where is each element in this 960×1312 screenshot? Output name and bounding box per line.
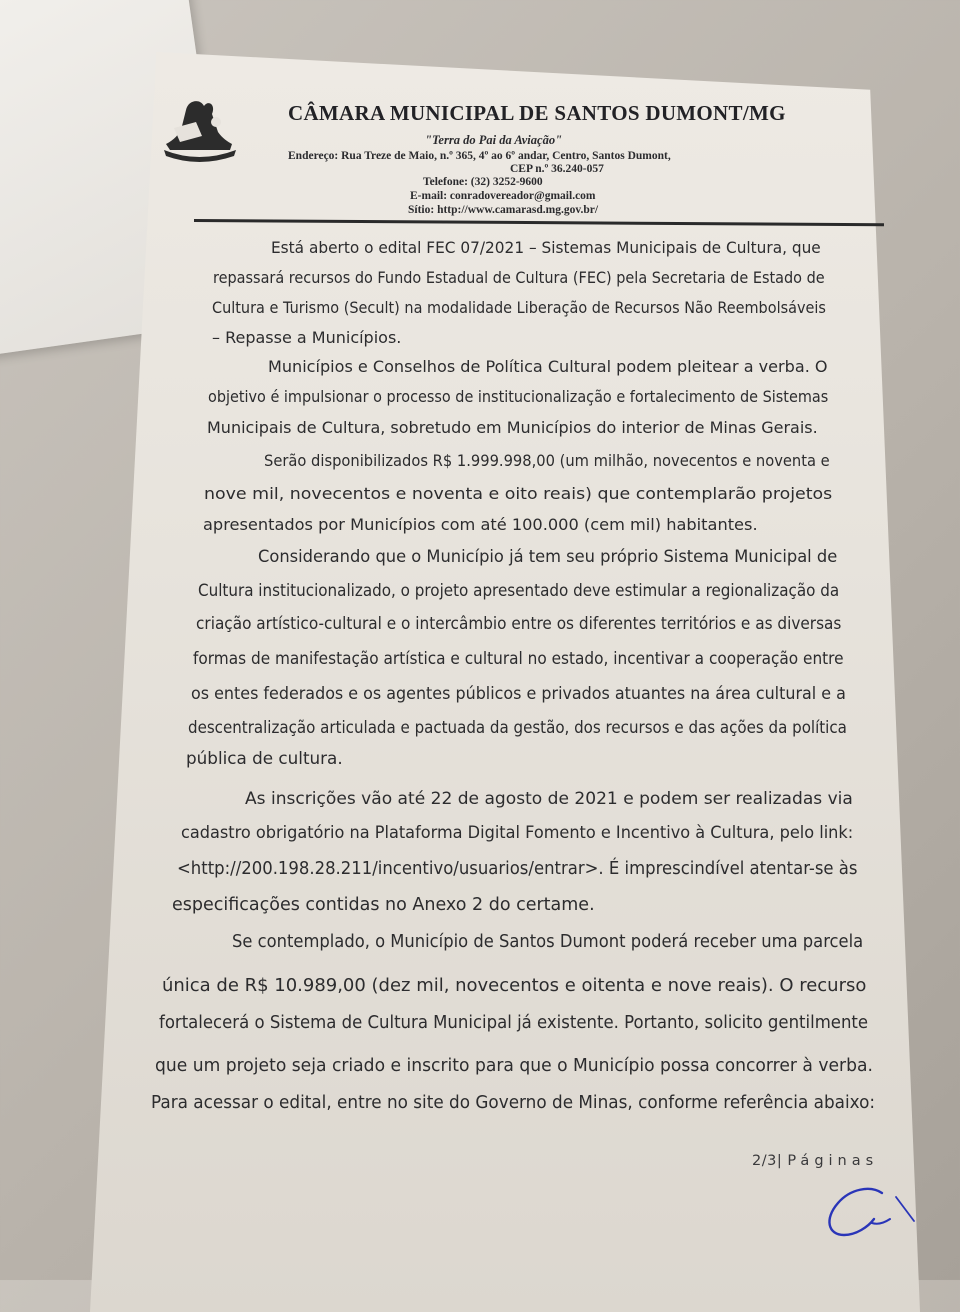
- body-line: que um projeto seja criado e inscrito para que o Município possa concorrer à verba.: [155, 1055, 873, 1077]
- body-line: descentralização articulada e pactuada da gestão, dos recursos e das ações da política: [188, 716, 847, 737]
- body-line: apresentados por Municípios com até 100.000 (cem mil) habitantes.: [203, 515, 758, 535]
- email-address: E-mail: conradovereador@gmail.com: [410, 190, 596, 202]
- page-indicator: 2/3: [752, 1153, 777, 1169]
- page-separator: |: [776, 1153, 783, 1169]
- body-line: – Repasse a Municípios.: [212, 328, 402, 348]
- body-line: cadastro obrigatório na Plataforma Digital Fomento e Incentivo à Cultura, pelo link:: [181, 822, 854, 843]
- page-label: Páginas: [787, 1153, 879, 1169]
- address-line: Endereço: Rua Treze de Maio, n.º 365, 4º ao 6º andar, Centro, Santos Dumont,: [288, 150, 671, 162]
- body-line: Para acessar o edital, entre no site do Governo de Minas, conforme referência abaixo:: [151, 1092, 876, 1114]
- body-line: pública de cultura.: [186, 747, 343, 768]
- body-line: Considerando que o Município já tem seu próprio Sistema Municipal de: [258, 547, 838, 567]
- page-footer: [752, 1153, 878, 1169]
- body-line: objetivo é impulsionar o processo de institucionalização e fortalecimento de Sistemas: [208, 387, 829, 407]
- body-line: especificações contidas no Anexo 2 do certame.: [172, 894, 595, 915]
- body-line: fortalecerá o Sistema de Cultura Municipal já existente. Portanto, solicito gentilmente: [159, 1012, 869, 1034]
- body-line: os entes federados e os agentes públicos e privados atuantes na área cultural e a: [191, 682, 846, 703]
- body-line: Se contemplado, o Município de Santos Dumont poderá receber uma parcela: [232, 932, 864, 953]
- body-line: Municípios e Conselhos de Política Cultural podem pleitear a verba. O: [268, 357, 828, 377]
- body-line: Está aberto o edital FEC 07/2021 – Sistemas Municipais de Cultura, que: [271, 238, 821, 258]
- body-line: Cultura institucionalizado, o projeto apresentado deve estimular a regionalização da: [198, 581, 840, 601]
- body-line: formas de manifestação artística e cultural no estado, incentivar a cooperação entre: [193, 649, 844, 669]
- body-line: <http://200.198.28.211/incentivo/usuarios/entrar>. É imprescindível atentar-se às: [177, 858, 858, 879]
- body-line: Municipais de Cultura, sobretudo em Municípios do interior de Minas Gerais.: [207, 418, 818, 438]
- handwritten-signature: [810, 1175, 920, 1245]
- municipal-seal-icon: [156, 92, 242, 168]
- body-line: repassará recursos do Fundo Estadual de Cultura (FEC) pela Secretaria de Estado de: [213, 268, 825, 288]
- body-line: Serão disponibilizados R$ 1.999.998,00 (um milhão, novecentos e noventa e: [264, 451, 830, 471]
- body-line: As inscrições vão até 22 de agosto de 2021 e podem ser realizadas via: [245, 788, 853, 809]
- website-address: Sítio: http://www.camarasd.mg.gov.br/: [408, 204, 599, 216]
- postal-code: CEP n.º 36.240-057: [510, 163, 604, 175]
- body-line: criação artístico-cultural e o intercâmbio entre os diferentes territórios e as diversas: [196, 614, 842, 634]
- institution-title: CÂMARA MUNICIPAL DE SANTOS DUMONT/MG: [288, 101, 786, 125]
- body-line: Cultura e Turismo (Secult) na modalidade Liberação de Recursos Não Reembolsáveis: [212, 298, 826, 318]
- body-line: nove mil, novecentos e noventa e oito reais) que contemplarão projetos: [204, 484, 833, 504]
- phone-number: Telefone: (32) 3252-9600: [423, 176, 543, 188]
- institution-motto: "Terra do Pai da Aviação": [425, 133, 563, 147]
- body-line: única de R$ 10.989,00 (dez mil, novecentos e oitenta e nove reais). O recurso: [162, 975, 867, 997]
